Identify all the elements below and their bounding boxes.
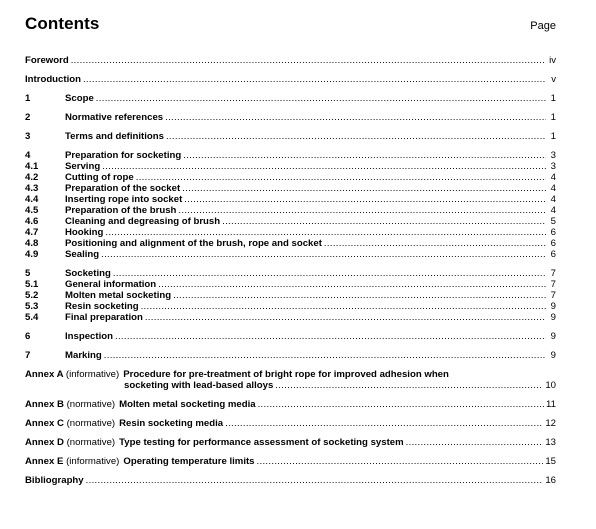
dot-leader: [158, 279, 546, 290]
dot-leader: [104, 350, 546, 361]
toc-entry-title: Introduction: [25, 74, 81, 85]
dot-leader: [173, 290, 546, 301]
dot-leader: [165, 112, 546, 123]
toc-entry-leader: [25, 456, 545, 467]
dot-leader: [178, 205, 546, 216]
toc-entry-page: 13: [545, 437, 556, 448]
dot-leader: [83, 74, 546, 85]
annex-label: Annex A: [25, 369, 64, 380]
toc-entry-number: 4.4: [25, 194, 39, 205]
toc-entry-page: v: [551, 74, 556, 85]
toc-entry-number: 5.3: [25, 301, 39, 312]
toc-entry-page: 6: [550, 238, 556, 249]
dot-leader: [275, 380, 543, 391]
toc-entry-page: 7: [550, 268, 556, 279]
toc-entry-title: General information: [65, 279, 157, 290]
toc-entry[interactable]: [25, 249, 556, 260]
toc-entry-number: 5: [25, 268, 31, 279]
toc-list: [25, 55, 556, 486]
toc-entry-page: 3: [550, 161, 556, 172]
dot-leader: [96, 93, 546, 104]
annex-title: Resin socketing media: [119, 418, 224, 429]
toc-entry-page: 7: [550, 290, 556, 301]
toc-entry[interactable]: [25, 268, 556, 279]
toc-entry-number: 7: [25, 350, 31, 361]
toc-entry-title: Cleaning and degreasing of brush: [65, 216, 221, 227]
annex-label: Annex B: [25, 399, 64, 410]
toc-entry-page: 11: [546, 399, 556, 410]
toc-entry-number: 4.7: [25, 227, 39, 238]
annex-kind: (normative): [66, 418, 116, 429]
annex-title: Molten metal socketing media: [119, 399, 256, 410]
toc-entry-title: Molten metal socketing: [65, 290, 172, 301]
toc-entry-page: 10: [545, 380, 556, 391]
dot-leader: [258, 399, 544, 410]
toc-entry-leader: [25, 437, 545, 448]
toc-annex-second-line: [25, 380, 556, 391]
toc-entry-page: 12: [545, 418, 556, 429]
annex-title: Operating temperature limits: [123, 456, 255, 467]
dot-leader: [115, 331, 546, 342]
toc-annex-title-group: [25, 437, 404, 448]
toc-entry-title: Hooking: [65, 227, 104, 238]
dot-leader: [136, 172, 546, 183]
toc-entry-number: 4.3: [25, 183, 39, 194]
toc-entry-page: 4: [550, 172, 556, 183]
toc-entry[interactable]: [25, 93, 556, 104]
toc-entry-page: 6: [550, 227, 556, 238]
toc-entry[interactable]: [25, 194, 556, 205]
toc-entry-number: 4.6: [25, 216, 39, 227]
toc-entry[interactable]: [25, 331, 556, 342]
toc-entry-page: 6: [550, 249, 556, 260]
toc-entry-leader: [65, 93, 548, 104]
toc-annex-entry[interactable]: [25, 369, 556, 391]
toc-annex-entry[interactable]: [25, 456, 556, 467]
toc-entry-title: Resin socketing: [65, 301, 139, 312]
toc-entry[interactable]: [25, 238, 556, 249]
toc-entry-leader: [25, 399, 546, 410]
toc-entry-title: Scope: [65, 93, 94, 104]
toc-entry-leader: [25, 55, 548, 66]
toc-entry-title: Cutting of rope: [65, 172, 134, 183]
toc-entry-page: 9: [550, 301, 556, 312]
dot-leader: [183, 150, 546, 161]
toc-annex-title-group: [25, 399, 256, 410]
toc-entry-number: 5.2: [25, 290, 39, 301]
toc-entry-page: 1: [550, 112, 556, 123]
dot-leader: [406, 437, 544, 448]
toc-entry-leader: [65, 205, 548, 216]
toc-entry-page: 4: [550, 183, 556, 194]
toc-bibliography-entry[interactable]: [25, 475, 556, 486]
toc-entry-leader: [65, 279, 548, 290]
toc-entry-page: 16: [545, 475, 556, 486]
toc-entry[interactable]: [25, 290, 556, 301]
toc-entry-title: Socketing: [65, 268, 111, 279]
toc-entry-page: 7: [550, 279, 556, 290]
toc-entry-leader: [65, 216, 548, 227]
toc-entry[interactable]: [25, 172, 556, 183]
toc-entry-title: Positioning and alignment of the brush, rope and socket: [65, 238, 322, 249]
toc-entry-page: 4: [550, 205, 556, 216]
toc-entry-title: Preparation for socketing: [65, 150, 182, 161]
toc-entry-title: Final preparation: [65, 312, 143, 323]
toc-entry[interactable]: [25, 131, 556, 142]
toc-entry-page: 9: [550, 350, 556, 361]
annex-kind: (normative): [66, 399, 116, 410]
toc-entry-leader: [65, 350, 548, 361]
toc-entry-title: Sealing: [65, 249, 100, 260]
dot-leader: [145, 312, 546, 323]
toc-entry-title: Serving: [65, 161, 101, 172]
toc-entry-title: Marking: [65, 350, 102, 361]
toc-entry-title: Preparation of the socket: [65, 183, 181, 194]
toc-entry-leader: [65, 268, 548, 279]
toc-entry-leader: [25, 475, 545, 486]
toc-entry[interactable]: [25, 227, 556, 238]
annex-kind: (informative): [66, 456, 120, 467]
toc-annex-title-group: [25, 456, 255, 467]
toc-entry-page: 1: [550, 93, 556, 104]
dot-leader: [102, 161, 546, 172]
toc-annex-entry[interactable]: [25, 437, 556, 448]
toc-entry[interactable]: [25, 279, 556, 290]
toc-entry-leader: [65, 150, 548, 161]
dot-leader: [222, 216, 546, 227]
toc-entry-leader: [124, 380, 545, 391]
toc-entry[interactable]: [25, 55, 556, 66]
annex-label: Annex D: [25, 437, 64, 448]
toc-entry-leader: [65, 238, 548, 249]
toc-entry-leader: [65, 301, 548, 312]
toc-entry[interactable]: [25, 301, 556, 312]
toc-entry-title: Bibliography: [25, 475, 84, 486]
toc-entry[interactable]: [25, 216, 556, 227]
annex-kind: (informative): [65, 369, 120, 380]
toc-entry-number: 5.4: [25, 312, 39, 323]
toc-entry[interactable]: [25, 150, 556, 161]
dot-leader: [184, 194, 546, 205]
toc-entry-leader: [65, 249, 548, 260]
annex-title: Type testing for performance assessment of socketing system: [119, 437, 404, 448]
annex-label: Annex E: [25, 456, 64, 467]
toc-entry-number: 1: [25, 93, 31, 104]
toc-entry-number: 4.1: [25, 161, 39, 172]
toc-entry-leader: [65, 331, 548, 342]
toc-entry-page: iv: [549, 55, 556, 66]
dot-leader: [141, 301, 546, 312]
toc-entry-number: 4.5: [25, 205, 39, 216]
toc-entry-title: Terms and definitions: [65, 131, 164, 142]
toc-entry-leader: [65, 112, 548, 123]
toc-entry-title: Foreword: [25, 55, 69, 66]
toc-entry-number: 4.2: [25, 172, 39, 183]
toc-entry[interactable]: [25, 161, 556, 172]
toc-entry-leader: [65, 312, 548, 323]
dot-leader: [225, 418, 543, 429]
toc-entry-number: 4.9: [25, 249, 39, 260]
toc-entry[interactable]: [25, 183, 556, 194]
dot-leader: [113, 268, 546, 279]
toc-entry[interactable]: [25, 205, 556, 216]
page-column-label: Page: [530, 20, 556, 32]
toc-entry-page: 1: [550, 131, 556, 142]
toc-entry-number: 5.1: [25, 279, 39, 290]
toc-annex-entry[interactable]: [25, 399, 556, 410]
toc-entry-page: 9: [550, 312, 556, 323]
dot-leader: [101, 249, 546, 260]
toc-annex-title-group: [25, 418, 223, 429]
dot-leader: [324, 238, 546, 249]
toc-entry-page: 4: [550, 194, 556, 205]
toc-entry-title: Preparation of the brush: [65, 205, 177, 216]
toc-entry-number: 2: [25, 112, 31, 123]
toc-entry[interactable]: [25, 312, 556, 323]
contents-heading: Contents: [25, 14, 100, 33]
toc-entry-leader: [65, 194, 548, 205]
toc-annex-entry[interactable]: [25, 418, 556, 429]
toc-entry-leader: [65, 172, 548, 183]
toc-entry-page: 9: [550, 331, 556, 342]
toc-entry[interactable]: [25, 350, 556, 361]
toc-entry-number: 6: [25, 331, 31, 342]
toc-entry-leader: [65, 161, 548, 172]
toc-entry-leader: [65, 227, 548, 238]
dot-leader: [86, 475, 544, 486]
toc-entry-title: Normative references: [65, 112, 164, 123]
dot-leader: [71, 55, 546, 66]
toc-entry-leader: [65, 290, 548, 301]
toc-entry-number: 4.8: [25, 238, 39, 249]
annex-title-continued: socketing with lead-based alloys: [124, 380, 274, 391]
annex-kind: (normative): [66, 437, 116, 448]
toc-entry-title: Inspection: [65, 331, 113, 342]
toc-entry-title: Inserting rope into socket: [65, 194, 183, 205]
toc-entry-number: 4: [25, 150, 31, 161]
dot-leader: [166, 131, 546, 142]
annex-label: Annex C: [25, 418, 64, 429]
toc-entry-leader: [25, 418, 545, 429]
dot-leader: [182, 183, 546, 194]
annex-title: Procedure for pre-treatment of bright rope for improved adhesion when: [123, 369, 449, 380]
toc-annex-first-line: [25, 369, 556, 380]
toc-entry-page: 15: [545, 456, 556, 467]
dot-leader: [257, 456, 544, 467]
toc-entry-number: 3: [25, 131, 31, 142]
toc-entry-leader: [65, 131, 548, 142]
toc-entry-page: 3: [550, 150, 556, 161]
toc-entry-leader: [25, 74, 548, 85]
toc-entry-page: 5: [550, 216, 556, 227]
dot-leader: [105, 227, 546, 238]
toc-entry[interactable]: [25, 74, 556, 85]
toc-entry-leader: [65, 183, 548, 194]
toc-entry[interactable]: [25, 112, 556, 123]
